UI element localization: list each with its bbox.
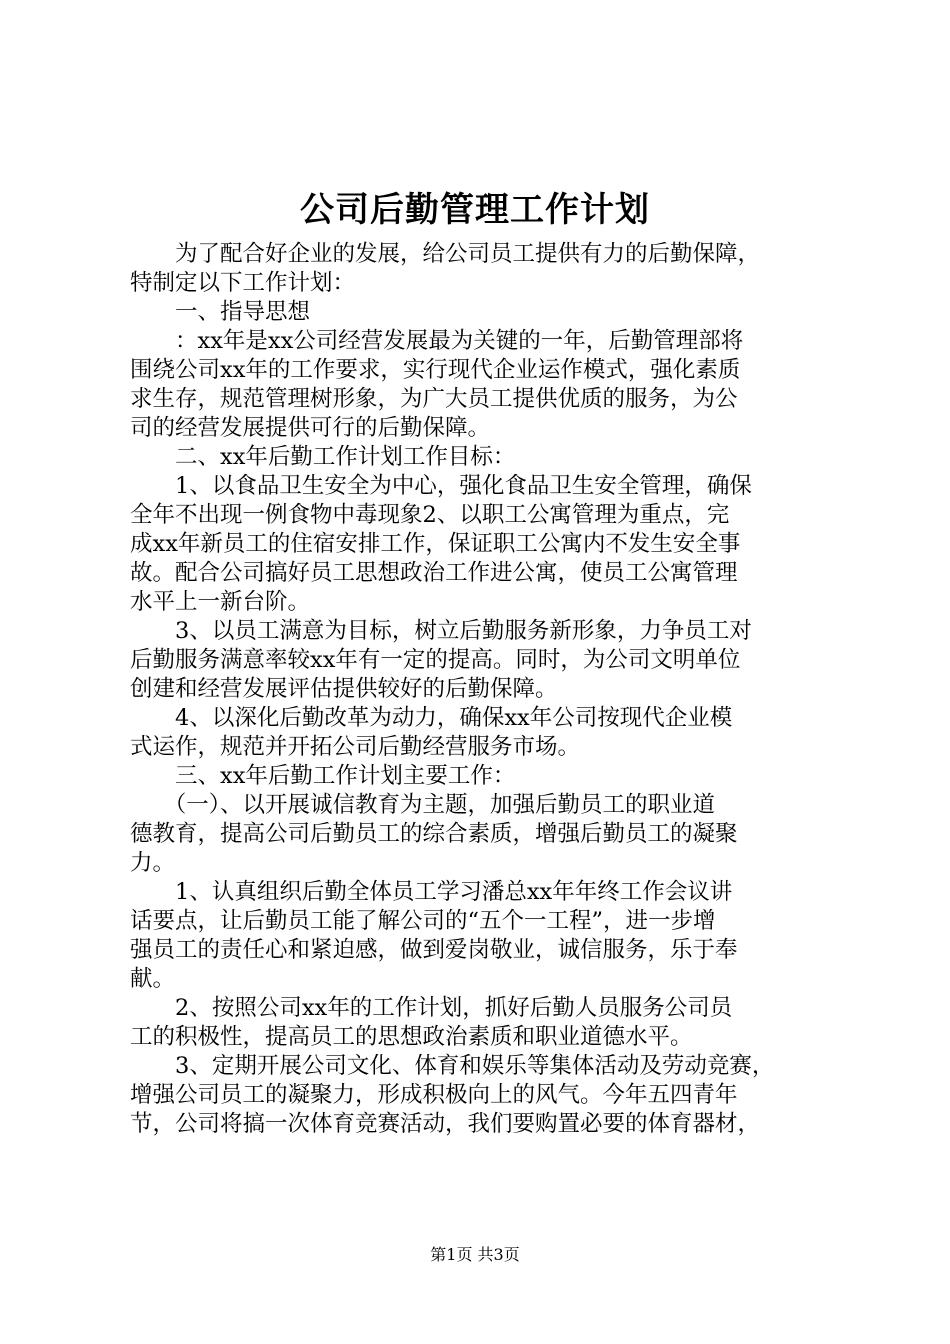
body-line: 特制定以下工作计划：: [130, 270, 356, 296]
body-line: 司的经营发展提供可行的后勤保障。: [130, 415, 491, 441]
body-line: 全年不出现一例食物中毒现象2、以职工公寓管理为重点，完: [130, 502, 730, 528]
page-footer: 第1页 共3页: [430, 1245, 520, 1264]
body-line: 工的积极性，提高员工的思想政治素质和职业道德水平。: [130, 1024, 693, 1050]
body-line: 二、xx年后勤工作计划工作目标：: [130, 444, 516, 470]
body-line: 围绕公司xx年的工作要求，实行现代企业运作模式，强化素质: [130, 357, 741, 383]
body-line: 求生存，规范管理树形象，为广大员工提供优质的服务，为公: [130, 386, 738, 412]
body-line: 3、定期开展公司文化、体育和娱乐等集体活动及劳动竞赛，: [130, 1053, 775, 1079]
body-line: 1、认真组织后勤全体员工学习潘总xx年年终工作会议讲: [130, 879, 733, 905]
body-line: 德教育，提高公司后勤员工的综合素质，增强后勤员工的凝聚: [130, 821, 738, 847]
body-line: 创建和经营发展评估提供较好的后勤保障。: [130, 676, 558, 702]
body-line: 成xx年新员工的住宿安排工作，保证职工公寓内不发生安全事: [130, 531, 741, 557]
body-line: 一、指导思想: [130, 299, 311, 325]
body-line: 节，公司将搞一次体育竞赛活动，我们要购置必要的体育器材，: [130, 1111, 761, 1137]
body-line: 后勤服务满意率较xx年有一定的提高。同时，为公司文明单位: [130, 647, 741, 673]
body-line: 力。: [130, 850, 176, 876]
body-line: 献。: [130, 966, 176, 992]
body-line: 4、以深化后勤改革为动力，确保xx年公司按现代企业模: [130, 705, 733, 731]
body-line: 2、按照公司xx年的工作计划，抓好后勤人员服务公司员: [130, 995, 733, 1021]
document-title: 公司后勤管理工作计划: [300, 190, 650, 230]
body-line: ：xx年是xx公司经营发展最为关键的一年，后勤管理部将: [130, 328, 744, 354]
body-line: 话要点，让后勤员工能了解公司的“五个一工程”，进一步增: [130, 908, 716, 934]
body-line: 故。配合公司搞好员工思想政治工作进公寓，使员工公寓管理: [130, 560, 738, 586]
body-line: 三、xx年后勤工作计划主要工作：: [130, 763, 516, 789]
document-body: [130, 240, 830, 1139]
body-line: 强员工的责任心和紧迫感，做到爱岗敬业，诚信服务，乐于奉: [130, 937, 738, 963]
body-line: 水平上一新台阶。: [130, 589, 311, 615]
body-line: 为了配合好企业的发展，给公司员工提供有力的后勤保障，: [130, 241, 761, 267]
body-line: 式运作，规范并开拓公司后勤经营服务市场。: [130, 734, 581, 760]
body-line: 1、以食品卫生安全为中心，强化食品卫生安全管理，确保: [130, 473, 752, 499]
body-line: （一）、以开展诚信教育为主题，加强后勤员工的职业道: [130, 792, 716, 818]
body-line: 增强公司员工的凝聚力，形成积极向上的风气。今年五四青年: [130, 1082, 738, 1108]
body-line: 3、以员工满意为目标，树立后勤服务新形象，力争员工对: [130, 618, 752, 644]
